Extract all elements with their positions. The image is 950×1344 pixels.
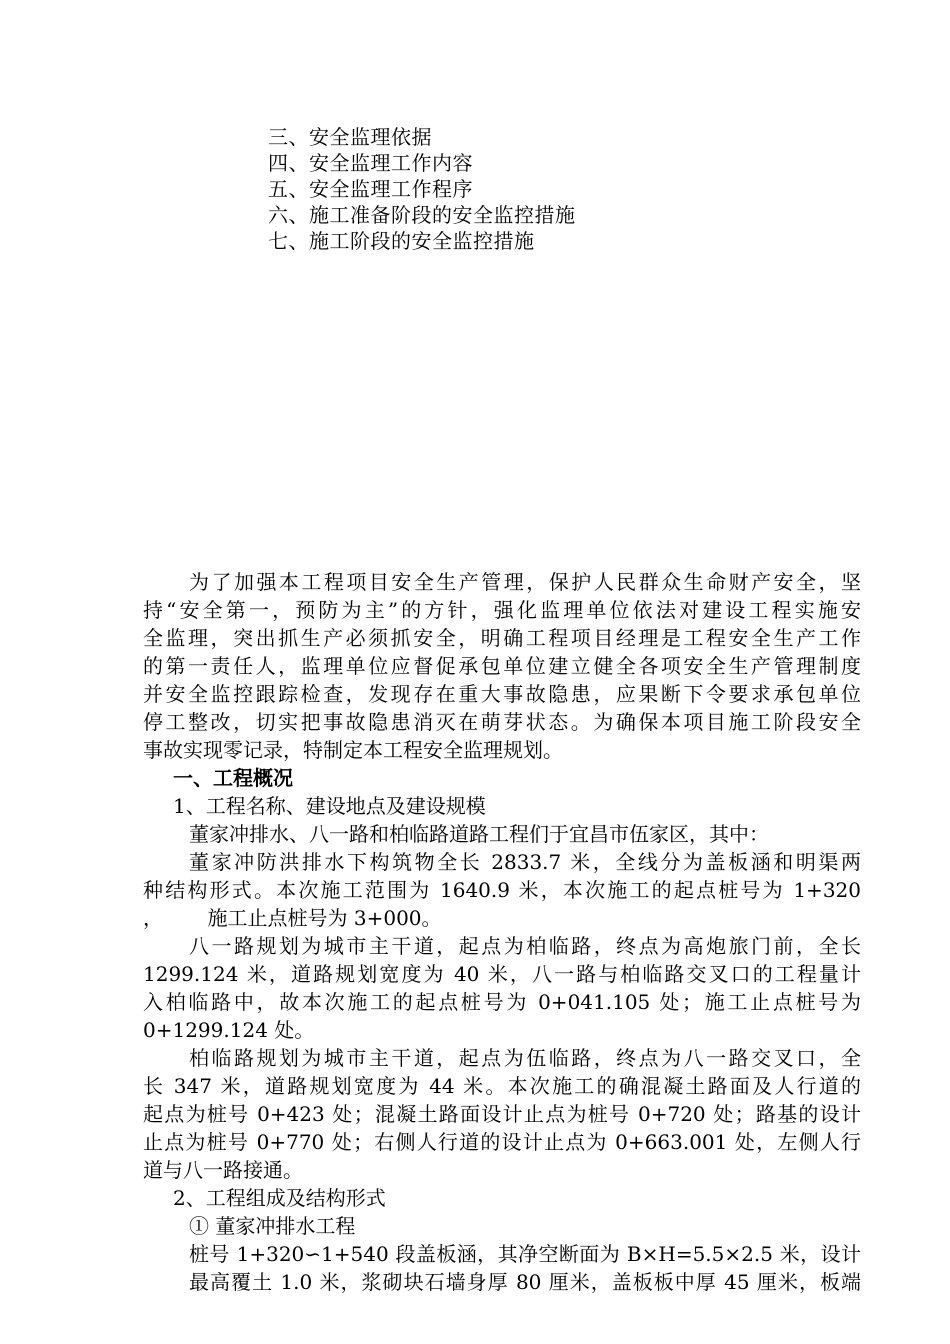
toc-item: 四、安全监理工作内容 xyxy=(268,151,473,175)
intro-line: 的第一责任人，监理单位应督促承包单位建立健全各项安全生产管理制度 xyxy=(143,654,861,678)
intro-line: 并安全监控跟踪检查，发现存在重大事故隐患，应果断下令要求承包单位 xyxy=(143,682,861,706)
paragraph-line: 道与八一路接通。 xyxy=(143,1158,303,1182)
paragraph-line: 董家冲防洪排水下构筑物全长 2833.7 米，全线分为盖板涵和明渠两 xyxy=(189,850,861,874)
table-of-contents xyxy=(268,124,576,254)
toc-item: 三、安全监理依据 xyxy=(268,125,432,149)
intro-line: 全监理，突出抓生产必须抓安全，明确工程项目经理是工程安全生产工作 xyxy=(143,626,861,650)
paragraph-line: ， 施工止点桩号为 3+000。 xyxy=(143,906,442,930)
subsection-heading: 1、工程名称、建设地点及建设规模 xyxy=(173,794,486,818)
paragraph-line: 董家冲排水、八一路和柏临路道路工程们于宜昌市伍家区，其中： xyxy=(189,822,769,846)
paragraph-line: 0+1299.124 处。 xyxy=(143,1018,315,1042)
intro-line: 事故实现零记录，特制定本工程安全监理规划。 xyxy=(143,738,563,762)
paragraph-line: 柏临路规划为城市主干道，起点为伍临路，终点为八一路交叉口，全 xyxy=(189,1046,861,1070)
paragraph-line: 最高覆土 1.0 米，浆砌块石墙身厚 80 厘米，盖板板中厚 45 厘米，板端 xyxy=(189,1270,861,1294)
toc-item: 七、施工阶段的安全监控措施 xyxy=(268,229,535,253)
toc-item: 五、安全监理工作程序 xyxy=(268,177,473,201)
paragraph-line: 八一路规划为城市主干道，起点为柏临路，终点为高炮旅门前，全长 xyxy=(189,934,861,958)
paragraph-line: 长 347 米，道路规划宽度为 44 米。本次施工的确混凝土路面及人行道的 xyxy=(143,1074,861,1098)
subsection-heading: 2、工程组成及结构形式 xyxy=(173,1186,386,1210)
section-heading: 一、工程概况 xyxy=(173,766,293,790)
intro-line: 持“安全第一，预防为主”的方针，强化监理单位依法对建设工程实施安 xyxy=(143,598,861,622)
paragraph-line: 止点为桩号 0+770 处；右侧人行道的设计止点为 0+663.001 处，左侧人行 xyxy=(143,1130,861,1154)
list-item-heading: ① 董家冲排水工程 xyxy=(189,1214,356,1238)
document-body xyxy=(143,568,861,1296)
paragraph-line: 起点为桩号 0+423 处；混凝土路面设计止点为桩号 0+720 处；路基的设计 xyxy=(143,1102,861,1126)
paragraph-line: 种结构形式。本次施工范围为 1640.9 米，本次施工的起点桩号为 1+320 xyxy=(143,878,861,902)
paragraph-line: 桩号 1+320∽1+540 段盖板涵，其净空断面为 B×H=5.5×2.5 米，设计 xyxy=(189,1242,861,1266)
paragraph-line: 入柏临路中，故本次施工的起点桩号为 0+041.105 处；施工止点桩号为 xyxy=(143,990,861,1014)
intro-line: 为了加强本工程项目安全生产管理，保护人民群众生命财产安全，坚 xyxy=(189,570,861,594)
paragraph-line: 1299.124 米，道路规划宽度为 40 米，八一路与柏临路交叉口的工程量计 xyxy=(143,962,861,986)
toc-item: 六、施工准备阶段的安全监控措施 xyxy=(268,203,576,227)
intro-line: 停工整改，切实把事故隐患消灭在萌芽状态。为确保本项目施工阶段安全 xyxy=(143,710,861,734)
